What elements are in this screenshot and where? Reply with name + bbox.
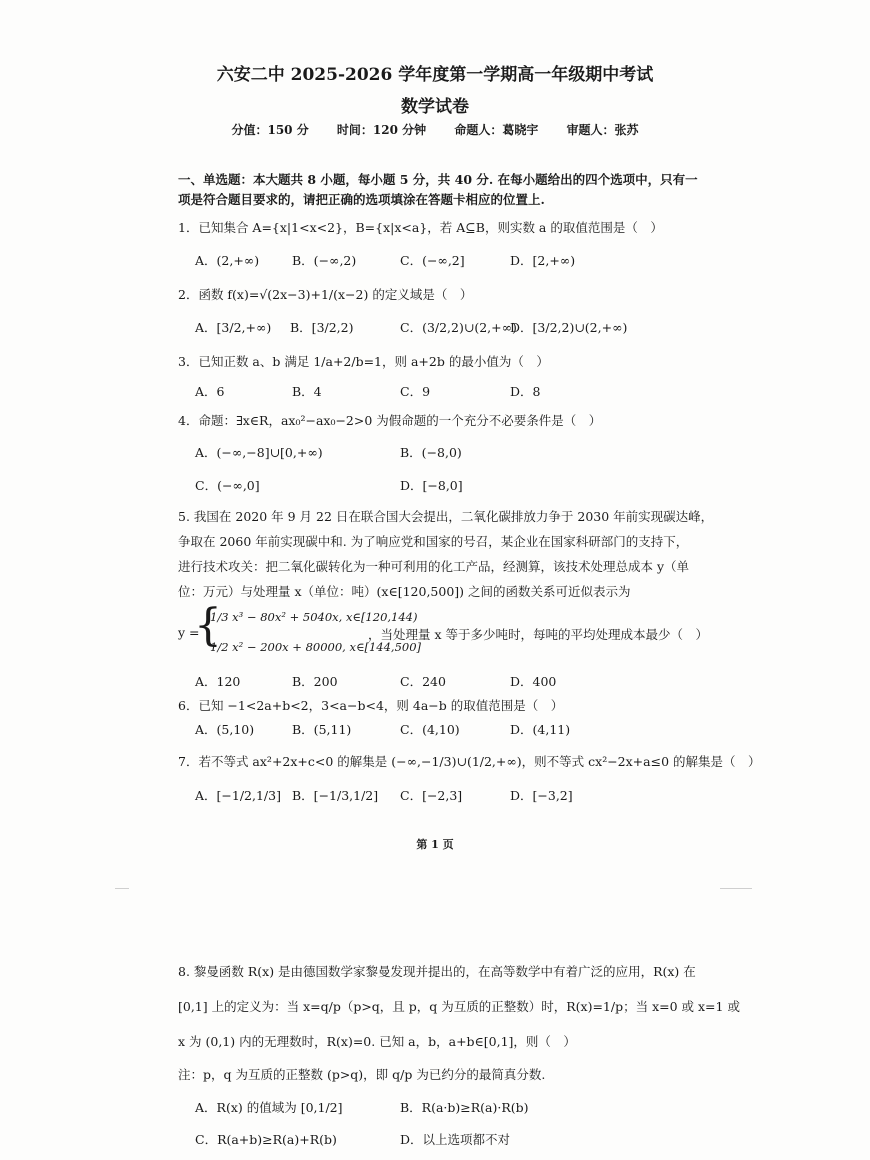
q5-piecewise-brace: { <box>194 600 222 651</box>
q8-option-d: D．以上选项都不对 <box>400 1132 511 1147</box>
q7-option-b: B．[−1/3,1/2] <box>292 788 379 803</box>
question-3-stem: 3．已知正数 a、b 满足 1/a+2/b=1，则 a+2b 的最小值为（ ） <box>178 354 549 369</box>
q5-piecewise-lhs: y = <box>178 625 200 640</box>
question-5-line-1: 5. 我国在 2020 年 9 月 22 日在联合国大会提出，二氧化碳排放力争于 2030 年前实现碳达峰， <box>178 509 714 524</box>
q4-option-b: B．(−8,0) <box>400 445 462 460</box>
exam-info <box>0 121 870 138</box>
q5-piecewise-case-1: 1/3 x³ − 80x² + 5040x, x∈[120,144) <box>210 610 418 624</box>
exam-reviewer: 审题人：张苏 <box>566 123 639 137</box>
question-8-line-3: x 为 (0,1) 内的无理数时，R(x)=0. 已知 a，b，a+b∈[0,1]，则（ ） <box>178 1034 576 1049</box>
q2-option-d: D．[3/2,2)∪(2,+∞) <box>510 320 628 335</box>
q3-option-c: C．9 <box>400 384 431 399</box>
page-number: 第 1 页 <box>416 838 454 851</box>
q7-option-a: A．[−1/2,1/3] <box>195 788 281 803</box>
question-7-stem: 7．若不等式 ax²+2x+c<0 的解集是 (−∞,−1/3)∪(1/2,+∞)，则不等式 cx²−2x+a≤0 的解集是（ ） <box>178 754 761 769</box>
q1-option-a: A．(2,+∞) <box>195 253 260 268</box>
q6-option-b: B．(5,11) <box>292 722 352 737</box>
question-2-stem: 2．函数 f(x)=√(2x−3)+1/(x−2) 的定义域是（ ） <box>178 287 473 302</box>
section-heading: 一、单选题：本大题共 8 小题，每小题 5 分，共 40 分. 在每小题给出的四个选项中，只有一项是符合题目要求的，请把正确的选项填涂在答题卡相应的位置上. <box>178 172 698 207</box>
question-6-stem: 6．已知 −1<2a+b<2，3<a−b<4，则 4a−b 的取值范围是（ ） <box>178 698 564 713</box>
question-5-line-4: 位：万元）与处理量 x（单位：吨）(x∈[120,500]) 之间的函数关系可近似表示为 <box>178 584 631 599</box>
exam-subtitle: 数学试卷 <box>401 97 469 117</box>
q6-option-c: C．(4,10) <box>400 722 460 737</box>
q5-option-b: B．200 <box>292 674 338 689</box>
q2-option-a: A．[3/2,+∞) <box>195 320 272 335</box>
question-1-stem: 1．已知集合 A={x|1<x<2}，B={x|x<a}，若 A⊆B，则实数 a 的取值范围是（ ） <box>178 220 663 235</box>
q4-option-d: D．[−8,0] <box>400 478 463 493</box>
q4-option-a: A．(−∞,−8]∪[0,+∞) <box>195 445 323 460</box>
q8-option-b: B．R(a·b)≥R(a)·R(b) <box>400 1100 529 1115</box>
exam-title: 六安二中 2025-2026 学年度第一学期高一年级期中考试 <box>216 65 654 85</box>
q3-option-d: D．8 <box>510 384 541 399</box>
q1-option-c: C．(−∞,2] <box>400 253 465 268</box>
exam-author: 命题人：葛晓宇 <box>454 123 539 137</box>
q7-option-c: C．[−2,3] <box>400 788 463 803</box>
question-4-stem: 4．命题：∃x∈R，ax₀²−ax₀−2>0 为假命题的一个充分不必要条件是（ ） <box>178 413 602 428</box>
question-5-line-3: 进行技术攻关：把二氧化碳转化为一种可利用的化工产品，经测算，该技术处理总成本 y（单 <box>178 559 690 574</box>
question-5-line-2: 争取在 2060 年前实现碳中和. 为了响应党和国家的号召，某企业在国家科研部门的支持下， <box>178 534 689 549</box>
q8-option-c: C．R(a+b)≥R(a)+R(b) <box>195 1132 337 1147</box>
page-break-mark-left <box>115 888 129 889</box>
q5-option-d: D．400 <box>510 674 557 689</box>
q1-option-d: D．[2,+∞) <box>510 253 576 268</box>
question-8-line-2: [0,1] 上的定义为：当 x=q/p（p>q，且 p，q 为互质的正整数）时，R(x)=1/p；当 x=0 或 x=1 或 <box>178 999 740 1014</box>
q3-option-b: B．4 <box>292 384 322 399</box>
q6-option-d: D．(4,11) <box>510 722 571 737</box>
question-8-note: 注：p，q 为互质的正整数 (p>q)，即 q/p 为已约分的最简真分数. <box>178 1067 546 1082</box>
q5-piecewise-case-2: 1/2 x² − 200x + 80000, x∈[144,500] <box>210 640 422 654</box>
q5-option-c: C．240 <box>400 674 446 689</box>
page-break-mark-right <box>720 888 752 889</box>
q3-option-a: A．6 <box>195 384 225 399</box>
q5-question-tail: ，当处理量 x 等于多少吨时，每吨的平均处理成本最少（ ） <box>368 627 708 642</box>
q4-option-c: C．(−∞,0] <box>195 478 260 493</box>
q6-option-a: A．(5,10) <box>195 722 255 737</box>
q1-option-b: B．(−∞,2) <box>292 253 357 268</box>
q7-option-d: D．[−3,2] <box>510 788 573 803</box>
exam-score: 分值：150 分 <box>231 123 309 137</box>
q2-option-c: C．(3/2,2)∪(2,+∞) <box>400 320 517 335</box>
q5-option-a: A．120 <box>195 674 241 689</box>
q2-option-b: B．[3/2,2) <box>290 320 354 335</box>
q8-option-a: A．R(x) 的值域为 [0,1/2] <box>195 1100 343 1115</box>
question-8-line-1: 8. 黎曼函数 R(x) 是由德国数学家黎曼发现并提出的，在高等数学中有着广泛的应用，R(x) 在 <box>178 964 696 979</box>
exam-time: 时间：120 分钟 <box>336 123 427 137</box>
